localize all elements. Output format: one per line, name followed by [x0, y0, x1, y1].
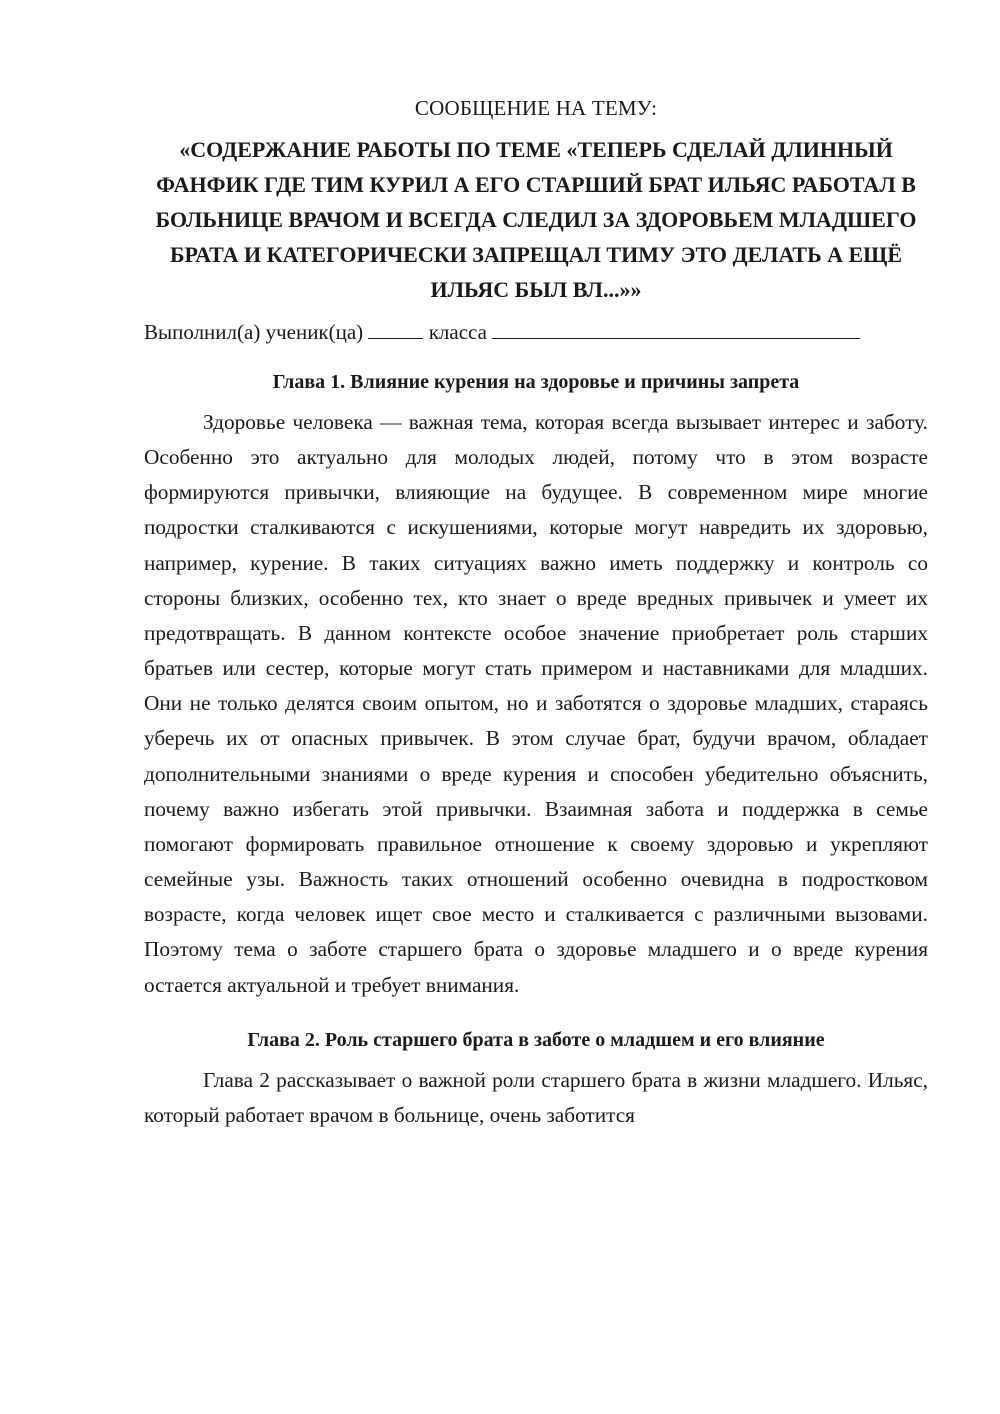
chapter-2-paragraph: Глава 2 рассказывает о важной роли старшего брата в жизни младшего. Ильяс, который работает врачом в больнице, очень заботится	[144, 1067, 928, 1127]
document-kicker: СООБЩЕНИЕ НА ТЕМУ:	[414, 96, 658, 120]
document-page	[144, 94, 928, 1133]
byline	[144, 317, 928, 347]
document-title: «СОДЕРЖАНИЕ РАБОТЫ ПО ТЕМЕ «ТЕПЕРЬ СДЕЛАЙ ДЛИННЫЙ ФАНФИК ГДЕ ТИМ КУРИЛ А ЕГО СТАРШИЙ БРАТ ИЛЬЯС РАБОТАЛ В БОЛЬНИЦЕ ВРАЧОМ И ВСЕГДА СЛЕДИЛ ЗА ЗДОРОВЬЕМ МЛАДШЕГО БРАТА И КАТЕГОРИЧЕСКИ ЗАПРЕЩАЛ ТИМУ ЭТО ДЕЛАТЬ А ЕЩЁ ИЛЬЯС БЫЛ ВЛ...»»	[155, 137, 917, 302]
class-blank	[492, 320, 860, 339]
chapter-1-paragraph: Здоровье человека — важная тема, которая всегда вызывает интерес и заботу. Особенно это актуально для молодых людей, потому что в этом возрасте формируются привычки, влияющие на будущее. В современном мире многие подростки сталкиваются с искушениями, которые могут навредить их здоровью, например, курение. В таких ситуациях важно иметь поддержку и контроль со стороны близких, особенно тех, кто знает о вреде вредных привычек и умеет их предотвращать. В данном контексте особое значение приобретает роль старших братьев или сестер, которые могут стать примером и наставниками для младших. Они не только делятся своим опытом, но и заботятся о здоровье младших, стараясь уберечь их от опасных привычек. В этом случае брат, будучи врачом, обладает дополнительными знаниями о вреде курения и способен убедительно объяснить, почему важно избегать этой привычки. Взаимная забота и поддержка в семье помогают формировать правильное отношение к своему здоровью и укрепляют семейные узы. Важность таких отношений особенно очевидна в подростковом возрасте, когда человек ищет свое место и сталкивается с различными вызовами. Поэтому тема о заботе старшего брата о здоровье младшего и о вреде курения остается актуальной и требует внимания.	[144, 410, 928, 997]
student-name-blank	[368, 320, 423, 339]
byline-class-label: класса	[428, 320, 487, 344]
chapter-2-heading: Глава 2. Роль старшего брата в заботе о младшем и его влияние	[247, 1028, 825, 1051]
byline-prefix: Выполнил(а) ученик(ца)	[144, 320, 364, 344]
chapter-1-heading: Глава 1. Влияние курения на здоровье и причины запрета	[272, 371, 800, 393]
